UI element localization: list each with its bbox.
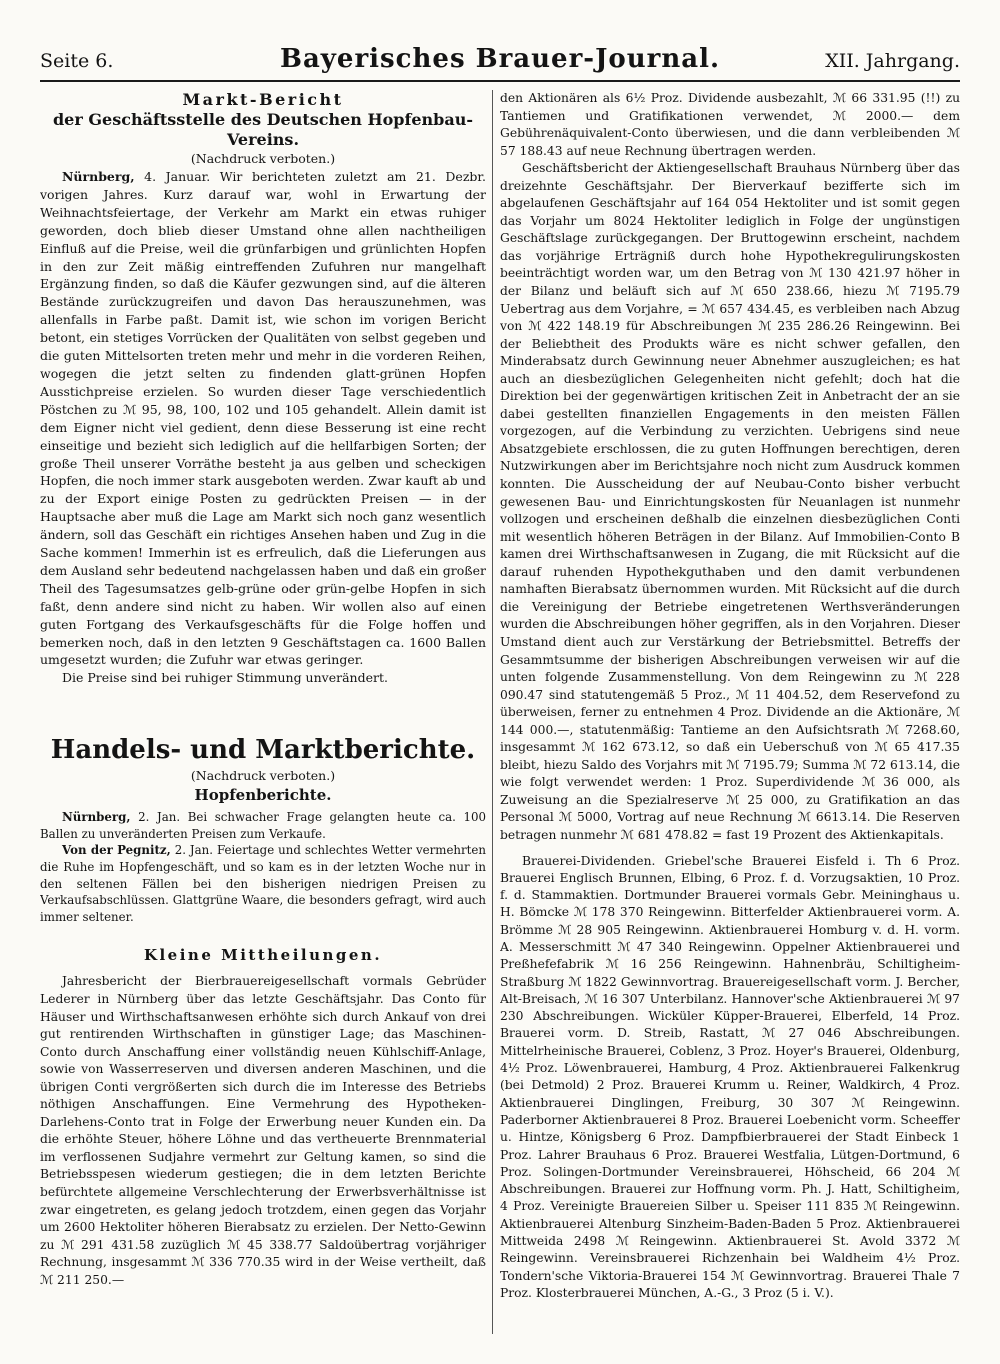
- hop-report-lead: Nürnberg,: [62, 810, 131, 825]
- market-report-text: 4. Januar. Wir berichteten zuletzt am 21. Dezbr. vorigen Jahres. Kurz darauf war, wohl in Erwartung der Weihnachtsfeiertage, der Verkehr am Markt ein etwas ruhiger geworden, doch blieb dieser Umstand ohne allen nachtheiligen Einfluß auf die Preise, weil die grünfarbigen und grünlichten Hopfen in den zur Zeit mäßig eintreffenden Zufuhren nur mangelhaft Ergänzung finden, so daß die Käufer gezwungen sind, auf die älteren Bestände zurückzugreifen und davon Das herauszunehmen, was allenfalls in Farbe paßt. Damit ist, wie schon im vorigen Bericht betont, ein stetiges Vorrücken der Qualitäten von selbst gegeben und die guten Mittelsorten treten mehr und mehr in die vorderen Reihen, wogegen die jetzt selten zu findenden glatt-grünen Hopfen Ausstichpreise erzielen. So wurden dieser Tage verschiedentlich Pöstchen zu ℳ 95, 98, 100, 102 und 105 gehandelt. Allein damit ist dem Eigner nicht viel gedient, denn diese Besserung ist eine recht einseitige und bezieht sich lediglich auf die hellfarbigen Sorten; der große Theil unserer Vorräthe besteht ja aus gelben und scheckigen Hopfen, die noch immer stark ausgeboten werden. Zwar kauft ab und zu der Export einige Posten zu gedrückten Preisen — in der Hauptsache aber muß die Lage am Markt sich noch ganz wesentlich ändern, soll das Geschäft ein richtiges Ansehen haben und Zug in die Sache kommen! Immerhin ist es erfreulich, daß die Lieferungen aus dem Ausland sehr bedeutend nachgelassen haben und daß ein großer Theil des Tagesumsatzes gelb-grüne oder grün-gelbe Hopfen in sich faßt, denn andere sind nicht zu haben. Wir wollen also auf einen guten Fortgang des Verkaufsgeschäfts für die Folge hoffen und bemerken noch, daß in den letzten 9 Geschäftstagen ca. 1600 Ballen umgesetzt wurden; die Zufuhr war etwas geringer.: [40, 169, 486, 668]
- small-news-title: Kleine Mittheilungen.: [143, 946, 383, 965]
- right-column: [500, 90, 960, 1344]
- market-report-note: (Nachdruck verboten.): [190, 151, 336, 166]
- hop-report-lead: Von der Pegnitz,: [62, 843, 171, 858]
- volume-label: XII. Jahrgang.: [825, 50, 960, 72]
- page-number: Seite 6.: [40, 50, 114, 72]
- hop-report-text: 2. Jan. Feiertage und schlechtes Wetter vermehrten die Ruhe im Hopfengeschäft, und so kam es in der letzten Woche nur in den seltenen Fällen bei den bisherigen niedrigen Preisen zu Verkaufsabschlüssen. Glattgrüne Waare, die besonders gefragt, wird auch immer seltener.: [40, 843, 486, 924]
- hop-reports-subtitle: Hopfenberichte.: [194, 786, 332, 805]
- journal-title: Bayerisches Brauer-Journal.: [279, 44, 721, 74]
- page-header: [40, 36, 960, 82]
- trade-reports-title: Handels- und Marktberichte.: [50, 735, 476, 766]
- left-column: [40, 90, 486, 1344]
- small-news-body: Jahresbericht der Bierbrauereigesellschaft vormals Gebrüder Lederer in Nürnberg über das letzte Geschäftsjahr. Das Conto für Häuser und Wirthschaftsanwesen erhöhte sich durch Ankauf von drei gut rentirenden Wirthschaften in günstiger Lage; das Maschinen-Conto durch Anschaffung einer vollständig neuen Kühlschiff-Anlage, sowie von Wasserreserven und diversen anderen Maschinen, und die übrigen Conti vergrößerten sich durch die im Interesse des Betriebs nöthigen Anschaffungen. Eine Vermehrung des Hypotheken-Darlehens-Conto trat in Folge der Erwerbung neuer Kunden ein. Da die erhöhte Steuer, höhere Löhne und das vertheuerte Brennmaterial im verflossenen Sudjahre vermehrt zur Geltung kamen, so sind die Betriebsspesen wiederum gestiegen; die in dem letzten Berichte befürchtete allgemeine Verschlechterung der Erwerbsverhältnisse ist zwar eingetreten, es gelang jedoch trotzdem, einen gegen das Vorjahr um 2600 Hektoliter höheren Bierabsatz zu erzielen. Der Netto-Gewinn zu ℳ 291 431.58 zuzüglich ℳ 45 338.77 Saldoübertrag vorjähriger Rechnung, insgesammt ℳ 336 770.35 wird in der Weise vertheilt, daß ℳ 211 250.—: [40, 974, 486, 1287]
- hop-report-item: [40, 842, 486, 925]
- market-report-title: Markt-Bericht: [182, 90, 344, 109]
- trade-reports-note: (Nachdruck verboten.): [190, 768, 336, 784]
- market-report-closing: Die Preise sind bei ruhiger Stimmung unverändert.: [62, 670, 388, 686]
- brewery-dividends: Brauerei-Dividenden. Griebel'sche Brauerei Eisfeld i. Th 6 Proz. Brauerei Englisch Brunnen, Elbing, 6 Proz. f. d. Vorzugsaktien, 10 Proz. f. d. Stammaktien. Dortmunder Brauerei vormals Gebr. Meininghaus u. H. Bömcke ℳ 178 370 Reingewinn. Bitterfelder Aktienbrauerei vorm. A. Brömme ℳ 28 905 Reingewinn. Aktienbrauerei Homburg v. d. H. vorm. A. Messerschmitt ℳ 47 340 Reingewinn. Oppelner Aktienbrauerei und Preßhefefabrik ℳ 16 256 Reingewinn. Hahnenbräu, Schiltigheim-Straßburg ℳ 1822 Gewinnvortrag. Brauereigesellschaft vorm. J. Bercher, Alt-Breisach, ℳ 16 307 Unterbilanz. Hannover'sche Aktienbrauerei ℳ 97 230 Abschreibungen. Wicküler Küpper-Brauerei, Elberfeld, 14 Proz. Brauerei vorm. D. Streib, Rastatt, ℳ 27 046 Abschreibungen. Mittelrheinische Brauerei, Coblenz, 3 Proz. Hoyer's Brauerei, Oldenburg, 4½ Proz. Löwenbrauerei, Hamburg, 4 Proz. Aktienbrauerei Falkenkrug (bei Detmold) 2 Proz. Brauerei Krumm u. Reiner, Waldkirch, 4 Proz. Aktienbrauerei Dinglingen, Freiburg, 30 307 ℳ Reingewinn. Paderborner Aktienbrauerei 8 Proz. Brauerei Loebenicht vorm. Scheeffer u. Hintze, Königsberg 6 Proz. Dampfbierbrauerei der Stadt Einbeck 1 Proz. Lahrer Brauhaus 6 Proz. Brauerei Westfalia, Lütgen-Dortmund, 6 Proz. Solingen-Dortmunder Vereinsbrauerei, Höhscheid, 66 204 ℳ Abschreibungen. Brauerei zur Hoffnung vorm. Ph. J. Hatt, Schiltigheim, 4 Proz. Vereinigte Brauereien Silber u. Speiser 111 835 ℳ Reingewinn. Aktienbrauerei Altenburg Sinzheim-Baden-Baden 5 Proz. Aktienbrauerei Mittweida 2498 ℳ Reingewinn. Aktienbrauerei St. Avold 3372 ℳ Reingewinn. Vereinsbrauerei Richzenhain bei Waldheim 4½ Proz. Tondern'sche Viktoria-Brauerei 154 ℳ Gewinnvortrag. Brauerei Thale 7 Proz. Klosterbrauerei München, A.-G., 3 Proz (5 i. V.).: [500, 853, 960, 1300]
- hop-report-text: 2. Jan. Bei schwacher Frage gelangten heute ca. 100 Ballen zu unveränderten Preisen zum Verkaufe.: [40, 810, 486, 841]
- market-report-subtitle: der Geschäftsstelle des Deutschen Hopfenbau-Vereins.: [52, 110, 473, 149]
- lederer-continuation: den Aktionären als 6½ Proz. Dividende ausbezahlt, ℳ 66 331.95 (!!) zu Tantiemen und Gratifikationen verwendet, ℳ 2000.— dem Gebührenäquivalent-Conto überwiesen, und die dann verbleibenden ℳ 57 188.43 auf neue Rechnung übertragen werden.: [500, 91, 960, 158]
- market-report-place: Nürnberg,: [62, 169, 135, 184]
- column-divider: [492, 90, 493, 1334]
- hop-report-item: [40, 809, 486, 842]
- brauhaus-report: Geschäftsbericht der Aktiengesellschaft Brauhaus Nürnberg über das dreizehnte Geschäftsjahr. Der Bierverkauf bezifferte sich im abgelaufenen Geschäftsjahr auf 164 054 Hektoliter und ist somit gegen das Vorjahr um 8024 Hektoliter lediglich in Folge der ungünstigen Geschäftslage zurückgegangen. Der Bruttogewinn erscheint, nachdem das vorjährige Erträgniß durch hohe Hypothekregulirungskosten beeinträchtigt worden war, um den Betrag von ℳ 130 421.97 höher in der Bilanz und beläuft sich auf ℳ 650 238.66, hiezu ℳ 7195.79 Uebertrag aus dem Vorjahre, = ℳ 657 434.45, es verbleiben nach Abzug von ℳ 422 148.19 für Abschreibungen ℳ 235 286.26 Reingewinn. Bei der Beliebtheit des Produkts wäre es nicht schwer gefallen, den Minderabsatz durch Gewinnung neuer Abnehmer auszugleichen; es hat auch an diesbezüglichen Gelegenheiten nicht gefehlt; doch hat die Direktion bei der gegenwärtigen kritischen Zeit in Anbetracht der an sie dabei gestellten finanziellen Engagements in den meisten Fällen vorgezogen, auf die Verbindung zu verzichten. Uebrigens sind neue Absatzgebiete erschlossen, die zu guten Hoffnungen berechtigen, deren Nutzwirkungen aber im Berichtsjahre noch nicht zum Ausdruck kommen konnten. Die Ausscheidung der auf Neubau-Conto bisher verbucht gewesenen Bau- und Einrichtungskosten für Neuanlagen ist nunmehr vollzogen und erscheinen deßhalb die einzelnen diesbezüglichen Conti mit wesentlich höheren Beträgen in der Bilanz. Auf Immobilien-Conto B kamen drei Wirthschaftsanwesen in Zugang, die mit Rücksicht auf die darauf ruhenden Hypothekguthaben und den damit verbundenen namhaften Bierabsatz übernommen wurden. Mit Rücksicht auf die durch die Vereinigung der Betriebe eingetretenen Werthsveränderungen wurden die Abschreibungen höher gegriffen, als in den Vorjahren. Dieser Umstand dient auch zur Verstärkung der Betriebsmittel. Betreffs der Gesammtsumme der bisherigen Abschreibungen verweisen wir auf die unten folgende Zusammenstellung. Von dem Reingewinn zu ℳ 228 090.47 sind statutengemäß 5 Proz., ℳ 11 404.52, dem Reservefond zu überweisen, ferner zu entnehmen 4 Proz. Dividende an die Aktionäre, ℳ 144 000.—, statutenmäßig: Tantieme an den Aufsichtsrath ℳ 7268.60, insgesammt ℳ 162 673.12, so daß ein Ueberschuß von ℳ 65 417.35 bleibt, hiezu Saldo des Vorjahrs mit ℳ 7195.79; Summa ℳ 72 613.14, die wie folgt verwendet werden: 1 Proz. Superdividende ℳ 36 000, als Zuweisung an die Spezialreserve ℳ 25 000, zu Gratifikation an das Personal ℳ 5000, Vortrag auf neue Rechnung ℳ 6613.14. Die Reserven betragen nunmehr ℳ 681 478.82 = fast 19 Prozent des Aktienkapitals.: [500, 161, 960, 842]
- market-report-body: [40, 168, 486, 669]
- article-columns: [40, 90, 960, 1344]
